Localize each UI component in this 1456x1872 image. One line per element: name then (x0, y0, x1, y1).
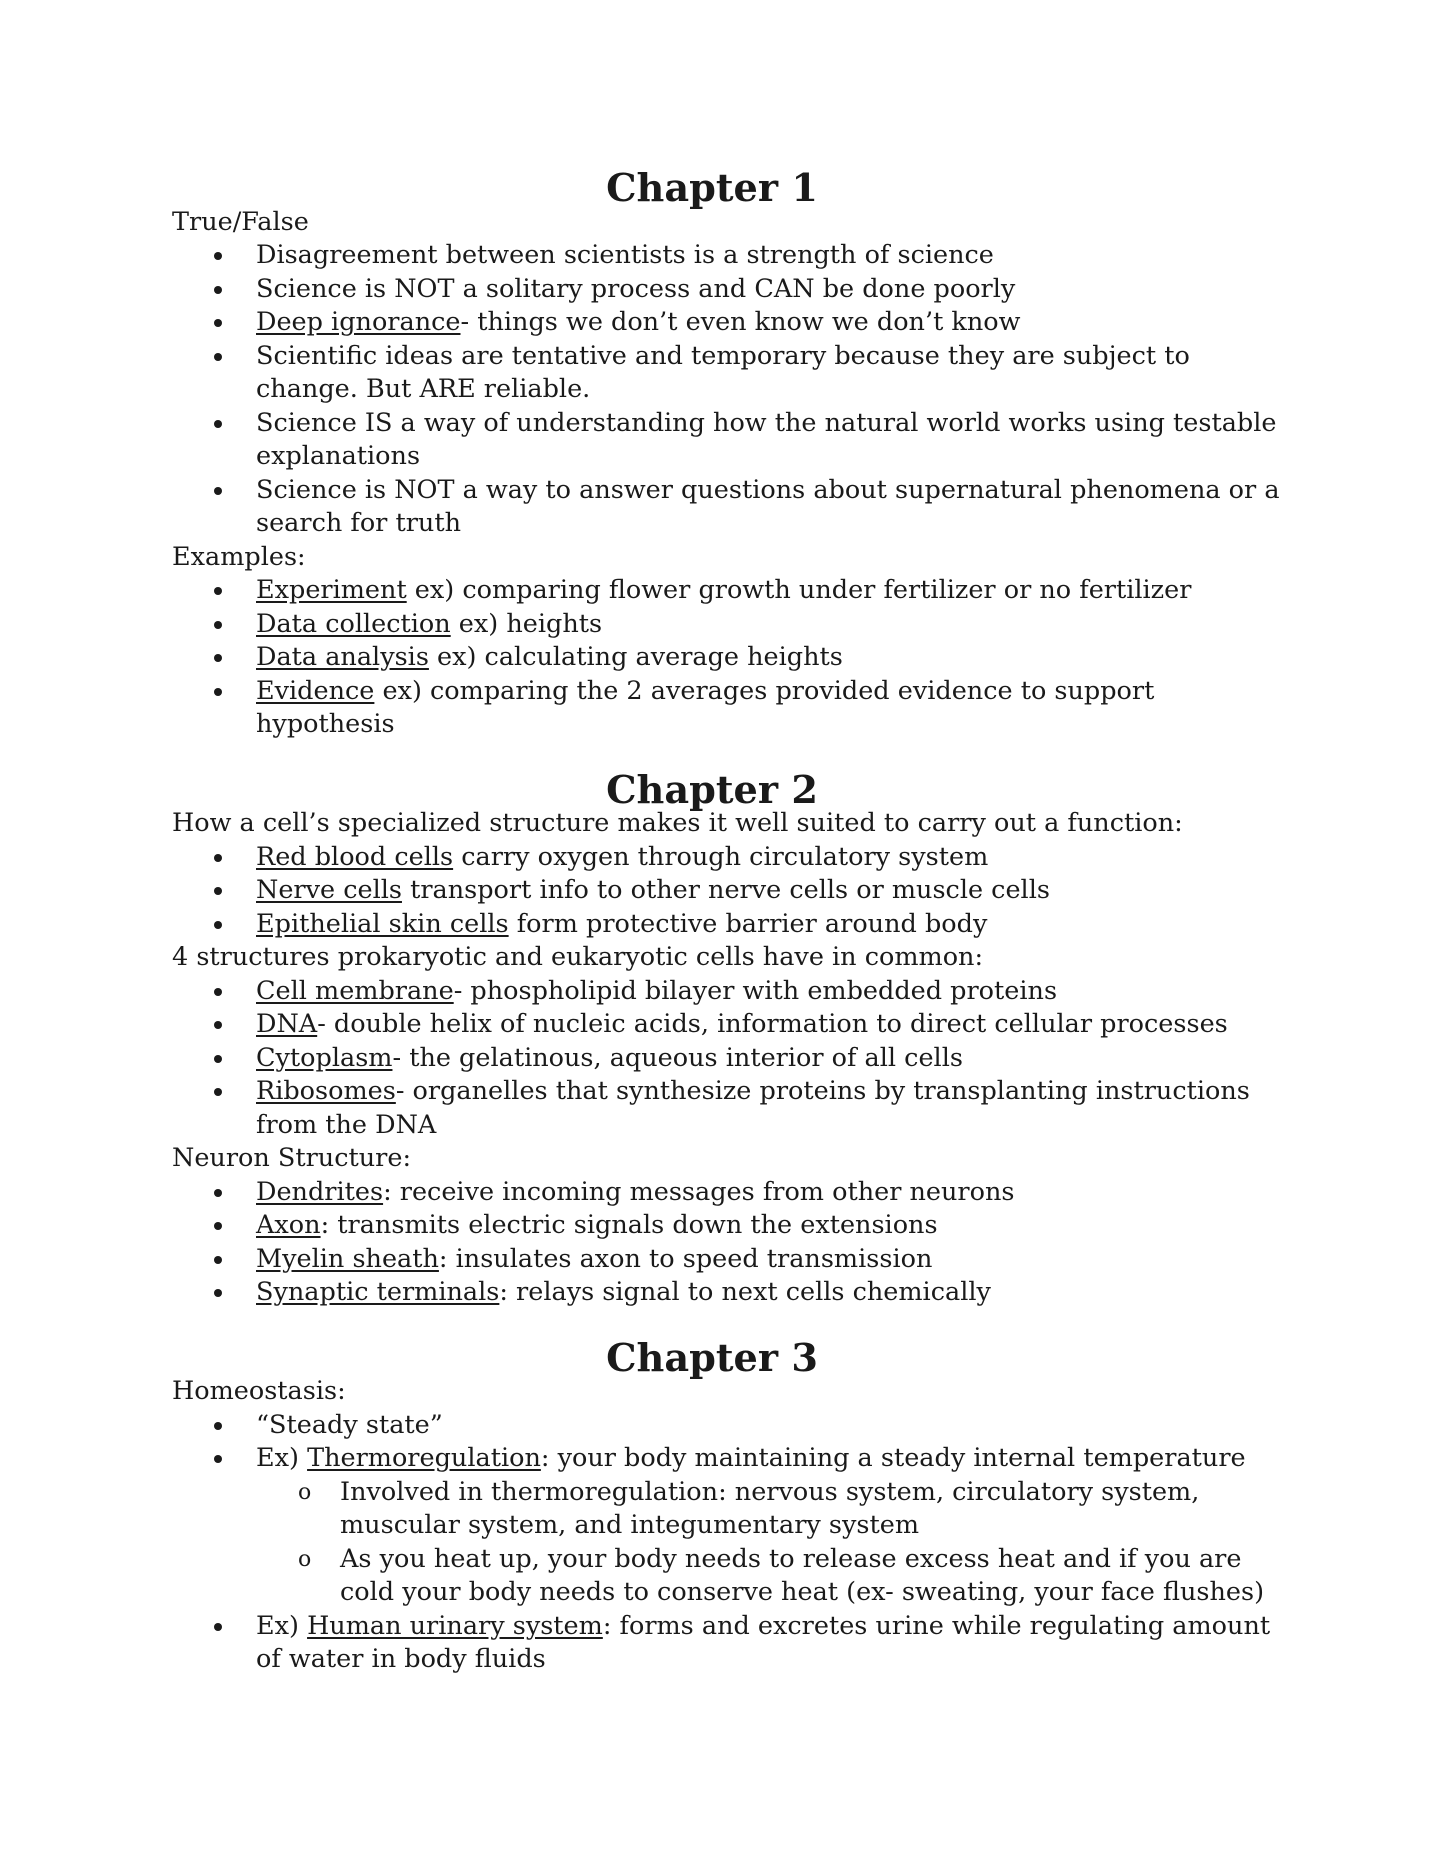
term: Synaptic terminals (256, 1277, 500, 1307)
list-item: Science is NOT a solitary process and CAN be done poorly (256, 273, 1292, 307)
term: Experiment (256, 575, 407, 605)
sub-list (256, 1476, 1292, 1610)
chapter-3 (172, 1335, 1292, 1677)
chapter-title: Chapter 2 (606, 767, 818, 813)
term: Axon (256, 1210, 321, 1240)
term: Dendrites (256, 1176, 384, 1207)
term: Nerve cells (256, 875, 402, 905)
list-item: Evidence ex) comparing the 2 averages provided evidence to support hypothesis (256, 675, 1292, 742)
list-item: Science IS a way of understanding how the natural world works using testable explanations (256, 407, 1292, 474)
chapter-1 (172, 166, 1292, 742)
section-label-specialized-structure: How a cell’s specialized structure makes it well suited to carry out a function: (172, 808, 1183, 838)
term: Cytoplasm (256, 1042, 393, 1073)
list-item: Cell membrane- phospholipid bilayer with embedded proteins (256, 975, 1292, 1009)
term: Cell membrane (256, 975, 454, 1006)
section-label-neuron-structure: Neuron Structure: (172, 1143, 412, 1173)
term: Human urinary system (307, 1610, 603, 1641)
homeostasis-list (172, 1409, 1292, 1677)
term: Evidence (256, 675, 375, 706)
term: Data analysis (256, 642, 429, 672)
chapter-2 (172, 767, 1292, 1310)
list-item: Red blood cells carry oxygen through circulatory system (256, 841, 1292, 875)
list-item: “Steady state” (256, 1409, 1292, 1443)
term: DNA (256, 1009, 318, 1039)
term: Deep ignorance (256, 307, 461, 337)
common-structures-list (172, 975, 1292, 1143)
section-label-true-false: True/False (172, 206, 309, 237)
list-item: Disagreement between scientists is a strength of science (256, 239, 1292, 273)
list-item: Myelin sheath: insulates axon to speed transmission (256, 1243, 1292, 1277)
term: Ribosomes (256, 1076, 396, 1106)
examples-list (172, 574, 1292, 742)
list-item: Ex) Thermoregulation: your body maintaining a steady internal temperature o Involved in thermoregulation: nervous system, circulatory system, muscular system, and integumentary system o As you heat up, your body needs to release excess heat and if you are cold your body needs to conserve heat (ex- sweating, your face flushes) (256, 1442, 1292, 1610)
list-item: Nerve cells transport info to other nerve cells or muscle cells (256, 874, 1292, 908)
list-item: Cytoplasm- the gelatinous, aqueous interior of all cells (256, 1042, 1292, 1076)
sub-list-item: o Involved in thermoregulation: nervous system, circulatory system, muscular system, and integumentary system (340, 1476, 1292, 1543)
list-item: Experiment ex) comparing flower growth under fertilizer or no fertilizer (256, 574, 1292, 608)
neuron-structure-list (172, 1176, 1292, 1310)
list-item: DNA- double helix of nucleic acids, information to direct cellular processes (256, 1008, 1292, 1042)
list-item: Axon: transmits electric signals down the extensions (256, 1209, 1292, 1243)
list-item: Epithelial skin cells form protective barrier around body (256, 908, 1292, 942)
term: Thermoregulation (307, 1443, 541, 1473)
list-item: Synaptic terminals: relays signal to next cells chemically (256, 1276, 1292, 1310)
term: Myelin sheath (256, 1243, 439, 1274)
term: Data collection (256, 608, 451, 639)
list-item: Data analysis ex) calculating average heights (256, 641, 1292, 675)
list-item: Dendrites: receive incoming messages from other neurons (256, 1176, 1292, 1210)
chapter-title: Chapter 3 (606, 1335, 818, 1381)
chapter-title: Chapter 1 (606, 166, 818, 211)
sub-list-item: o As you heat up, your body needs to release excess heat and if you are cold your body needs to conserve heat (ex- sweating, your face flushes) (340, 1543, 1292, 1610)
cell-types-list (172, 841, 1292, 942)
section-label-examples: Examples: (172, 541, 306, 572)
section-label-common-structures: 4 structures prokaryotic and eukaryotic cells have in common: (172, 942, 984, 972)
list-item: Ex) Human urinary system: forms and excretes urine while regulating amount of water in body fluids (256, 1610, 1292, 1677)
list-item: Ribosomes- organelles that synthesize proteins by transplanting instructions from the DNA (256, 1075, 1292, 1142)
term: Epithelial skin cells (256, 908, 509, 939)
list-item: Science is NOT a way to answer questions about supernatural phenomena or a search for truth (256, 474, 1292, 541)
true-false-list (172, 239, 1292, 541)
document-page (172, 166, 1292, 1677)
section-label-homeostasis: Homeostasis: (172, 1376, 346, 1406)
term: Red blood cells (256, 841, 454, 872)
list-item: Data collection ex) heights (256, 608, 1292, 642)
list-item: Scientific ideas are tentative and temporary because they are subject to change. But ARE reliable. (256, 340, 1292, 407)
list-item: Deep ignorance- things we don’t even know we don’t know (256, 306, 1292, 340)
